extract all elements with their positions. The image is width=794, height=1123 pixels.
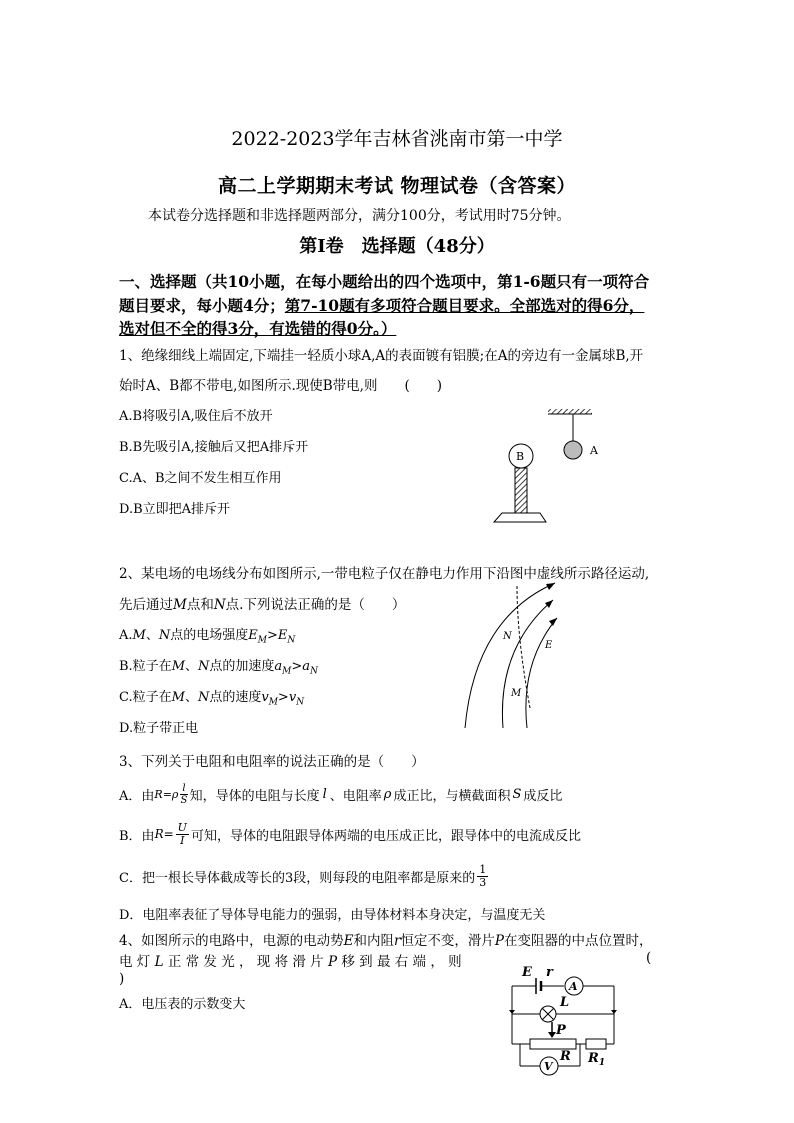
- label-r1-sub: 1: [598, 1058, 606, 1068]
- q3b-fraction: [176, 822, 189, 847]
- q3b-post: 可知，导体的电阻跟导体两端的电压成正比，跟导体中的电流成反比: [190, 828, 581, 844]
- q3c-fraction: [477, 864, 488, 889]
- q2c-sep: 、: [184, 690, 198, 705]
- q2a-e1: E: [248, 628, 258, 643]
- q2b-a1: a: [274, 659, 283, 674]
- q2c-m: M: [171, 690, 185, 705]
- instructions-line2a: 题目要求，每小题4分；: [119, 296, 285, 315]
- q2c-sub1: M: [268, 697, 278, 708]
- q4-s2-l: L: [154, 954, 164, 970]
- instructions-line3: 选对但不全的得3分，有选错的得0分。）: [119, 319, 397, 338]
- q1-stem-line2: 始时A、B都不带电,如图所示.现使B带电,则 ( ): [119, 378, 442, 394]
- q3b-r: R: [154, 827, 164, 841]
- q2b-a2: a: [302, 659, 311, 674]
- q2-stem-line2: [119, 593, 405, 613]
- label-r1: [587, 1051, 605, 1068]
- q2-option-d: D.粒子带正电: [119, 721, 199, 736]
- q2-stem2-n: N: [213, 597, 226, 613]
- q2-option-b: [119, 655, 318, 677]
- q4-option-a: A．电压表的示数变大: [119, 997, 246, 1012]
- q4-s2-p: P: [327, 954, 338, 970]
- arrow-3: [549, 618, 557, 626]
- q2-stem2-pre: 先后通过: [119, 597, 173, 613]
- q4-stem-line3: ): [119, 971, 125, 987]
- q3-option-d: D．电阻率表征了导体导电能力的强弱，由导体材料本身决定，与温度无关: [119, 908, 546, 923]
- field-line-1: [465, 583, 555, 728]
- q4-stem-line2: [119, 950, 462, 970]
- q3a-r: R: [154, 787, 163, 801]
- q2a-rel: >: [266, 628, 278, 643]
- q3a-eq: =: [162, 787, 172, 801]
- q3-stem: 3、下列关于电阻和电阻率的说法正确的是（ ）: [119, 754, 425, 770]
- q2-figure: [445, 578, 565, 738]
- instructions-line1: 一、选择题（共10小题，在每小题给出的四个选项中，第1-6题只有一项符合: [119, 272, 650, 291]
- q3c-pre: C．把一根长导体截成等长的3段，则每段的电阻率都是原来的: [119, 870, 476, 886]
- label-a: A: [590, 444, 598, 457]
- q3b-eq: =: [163, 827, 174, 841]
- label-voltmeter: V: [544, 1060, 553, 1073]
- instructions-line2b: 第7-10题有多项符合题目要求。全部选对的得6分，: [284, 296, 645, 315]
- q2a-e2: E: [277, 628, 288, 643]
- q3b-num: U: [177, 820, 187, 834]
- insulating-stand: [515, 468, 527, 513]
- resistor-r1: [586, 1039, 606, 1049]
- label-b: B: [516, 450, 525, 463]
- q3a-post2: 、电阻率: [329, 788, 382, 804]
- q3a-s: S: [512, 786, 522, 802]
- q3b-pre: B．由: [119, 828, 155, 844]
- label-n: N: [503, 631, 512, 642]
- q3-option-a: [119, 778, 562, 810]
- q4-stem-line1: [119, 929, 653, 949]
- q2a-mid: 点的电场强度: [170, 628, 249, 643]
- q4-s1-pre: 4、如图所示的电路中，电源的电动势: [119, 933, 344, 949]
- q3c-num: 1: [479, 862, 487, 876]
- q2c-v2: v: [288, 690, 297, 705]
- q2b-m: M: [171, 659, 185, 674]
- q3a-den: S: [180, 794, 188, 806]
- label-e: E: [545, 640, 553, 651]
- q3a-post4: 成反比: [523, 788, 563, 804]
- q2-option-a: [119, 624, 295, 646]
- q2b-pre: B.粒子在: [119, 659, 172, 674]
- q3a-l: l: [322, 786, 327, 802]
- q2a-n: N: [158, 628, 171, 643]
- q3a-num: l: [182, 782, 186, 794]
- q2-stem2-mid: 点和: [186, 597, 214, 613]
- q3-option-c: [119, 860, 490, 892]
- section-title: 第Ⅰ卷 选择题（48分）: [299, 236, 495, 257]
- slider-arrowhead: [548, 1032, 556, 1038]
- q4-circuit-figure: [500, 962, 630, 1078]
- q3a-fraction: [180, 783, 187, 806]
- field-line-2: [502, 600, 553, 728]
- q3-option-b: [119, 818, 581, 850]
- q4-s2-post: 移 到 最 右 端 ， 则: [337, 954, 462, 970]
- q2-stem2-post: 点.下列说法正确的是（ ）: [225, 597, 406, 613]
- label-e: E: [522, 965, 532, 980]
- q2a-sub2: N: [287, 635, 296, 646]
- q1-option-a: A.B将吸引A,吸住后不放开: [119, 409, 273, 424]
- q2c-mid: 点的速度: [209, 690, 262, 705]
- q4-s1-p: P: [494, 933, 505, 949]
- q2b-sub2: N: [310, 666, 318, 677]
- q4-stem-paren: (: [646, 950, 652, 966]
- q3a-rho: ρ: [171, 787, 179, 801]
- q4-s2-pre: 电 灯: [119, 954, 155, 970]
- title-line1: 2022-2023学年吉林省洮南市第一中学: [231, 128, 563, 150]
- ceiling-hatch: [548, 409, 592, 414]
- label-m: M: [511, 688, 522, 699]
- label-l: L: [560, 995, 570, 1010]
- q2c-v1: v: [261, 690, 269, 705]
- q4-s2-mid: 正 常 发 光 ， 现 将 滑 片: [163, 954, 328, 970]
- instructions-line2: [119, 294, 644, 316]
- q2b-n: N: [198, 659, 210, 674]
- label-r1-main: R: [588, 1051, 599, 1066]
- q2a-m: M: [132, 628, 146, 643]
- q2a-pre: A.: [119, 628, 133, 643]
- label-r: r: [546, 965, 553, 980]
- ball-a: [564, 441, 582, 459]
- q1-option-c: C.A、B之间不发生相互作用: [119, 471, 282, 486]
- exam-note: 本试卷分选择题和非选择题两部分，满分100分，考试用时75分钟。: [148, 208, 571, 224]
- q3a-pre: A．由: [119, 788, 155, 804]
- q2b-sub1: M: [282, 666, 292, 677]
- label-p: P: [556, 1023, 566, 1038]
- label-rheostat: R: [560, 1049, 571, 1064]
- q3a-post1: 知，导体的电阻与长度: [189, 788, 320, 804]
- q4-s1-r: r: [393, 933, 401, 949]
- q4-s1-post: 在变阻器的中点位置时，: [504, 933, 653, 949]
- title-line2: 高二上学期期末考试 物理试卷（含答案）: [217, 175, 577, 197]
- q2c-rel: >: [277, 690, 289, 705]
- q1-figure: [480, 400, 620, 530]
- q2c-pre: C.粒子在: [119, 690, 172, 705]
- arrow-1: [546, 583, 555, 590]
- q3a-post3: 成正比，与横截面积: [393, 788, 511, 804]
- q2b-mid: 点的加速度: [209, 659, 275, 674]
- q1-option-d: D.B立即把A排斥开: [119, 502, 231, 517]
- q2c-n: N: [197, 690, 210, 705]
- q2-option-c: [119, 686, 304, 708]
- stand-base: [494, 513, 546, 522]
- q2a-sub1: M: [257, 635, 267, 646]
- q2-stem2-m: M: [173, 597, 187, 613]
- q3b-den: I: [180, 833, 185, 847]
- q2-stem-line1: 2、某电场的电场线分布如图所示,一带电粒子仅在静电力作用下沿图中虚线所示路径运动,: [119, 566, 650, 582]
- q4-s1-mid: 和内阻: [353, 933, 394, 949]
- q2a-sep: 、: [145, 628, 159, 643]
- field-line-3: [526, 618, 557, 728]
- q1-option-b: B.B先吸引A,接触后又把A排斥开: [119, 440, 309, 455]
- label-ammeter: A: [569, 980, 578, 993]
- q3a-rho2: ρ: [383, 786, 392, 802]
- q3c-den: 3: [479, 875, 487, 889]
- q2b-sep: 、: [185, 659, 199, 674]
- q1-stem-line1: 1、绝缘细线上端固定,下端挂一轻质小球A,A的表面镀有铝膜;在A的旁边有一金属球B,开: [119, 348, 644, 364]
- q4-s1-mid2: 恒定不变，滑片: [400, 933, 495, 949]
- q2b-rel: >: [291, 659, 303, 674]
- q4-s1-e: E: [343, 933, 354, 949]
- rheostat-r: [530, 1039, 576, 1049]
- q2c-sub2: N: [296, 697, 305, 708]
